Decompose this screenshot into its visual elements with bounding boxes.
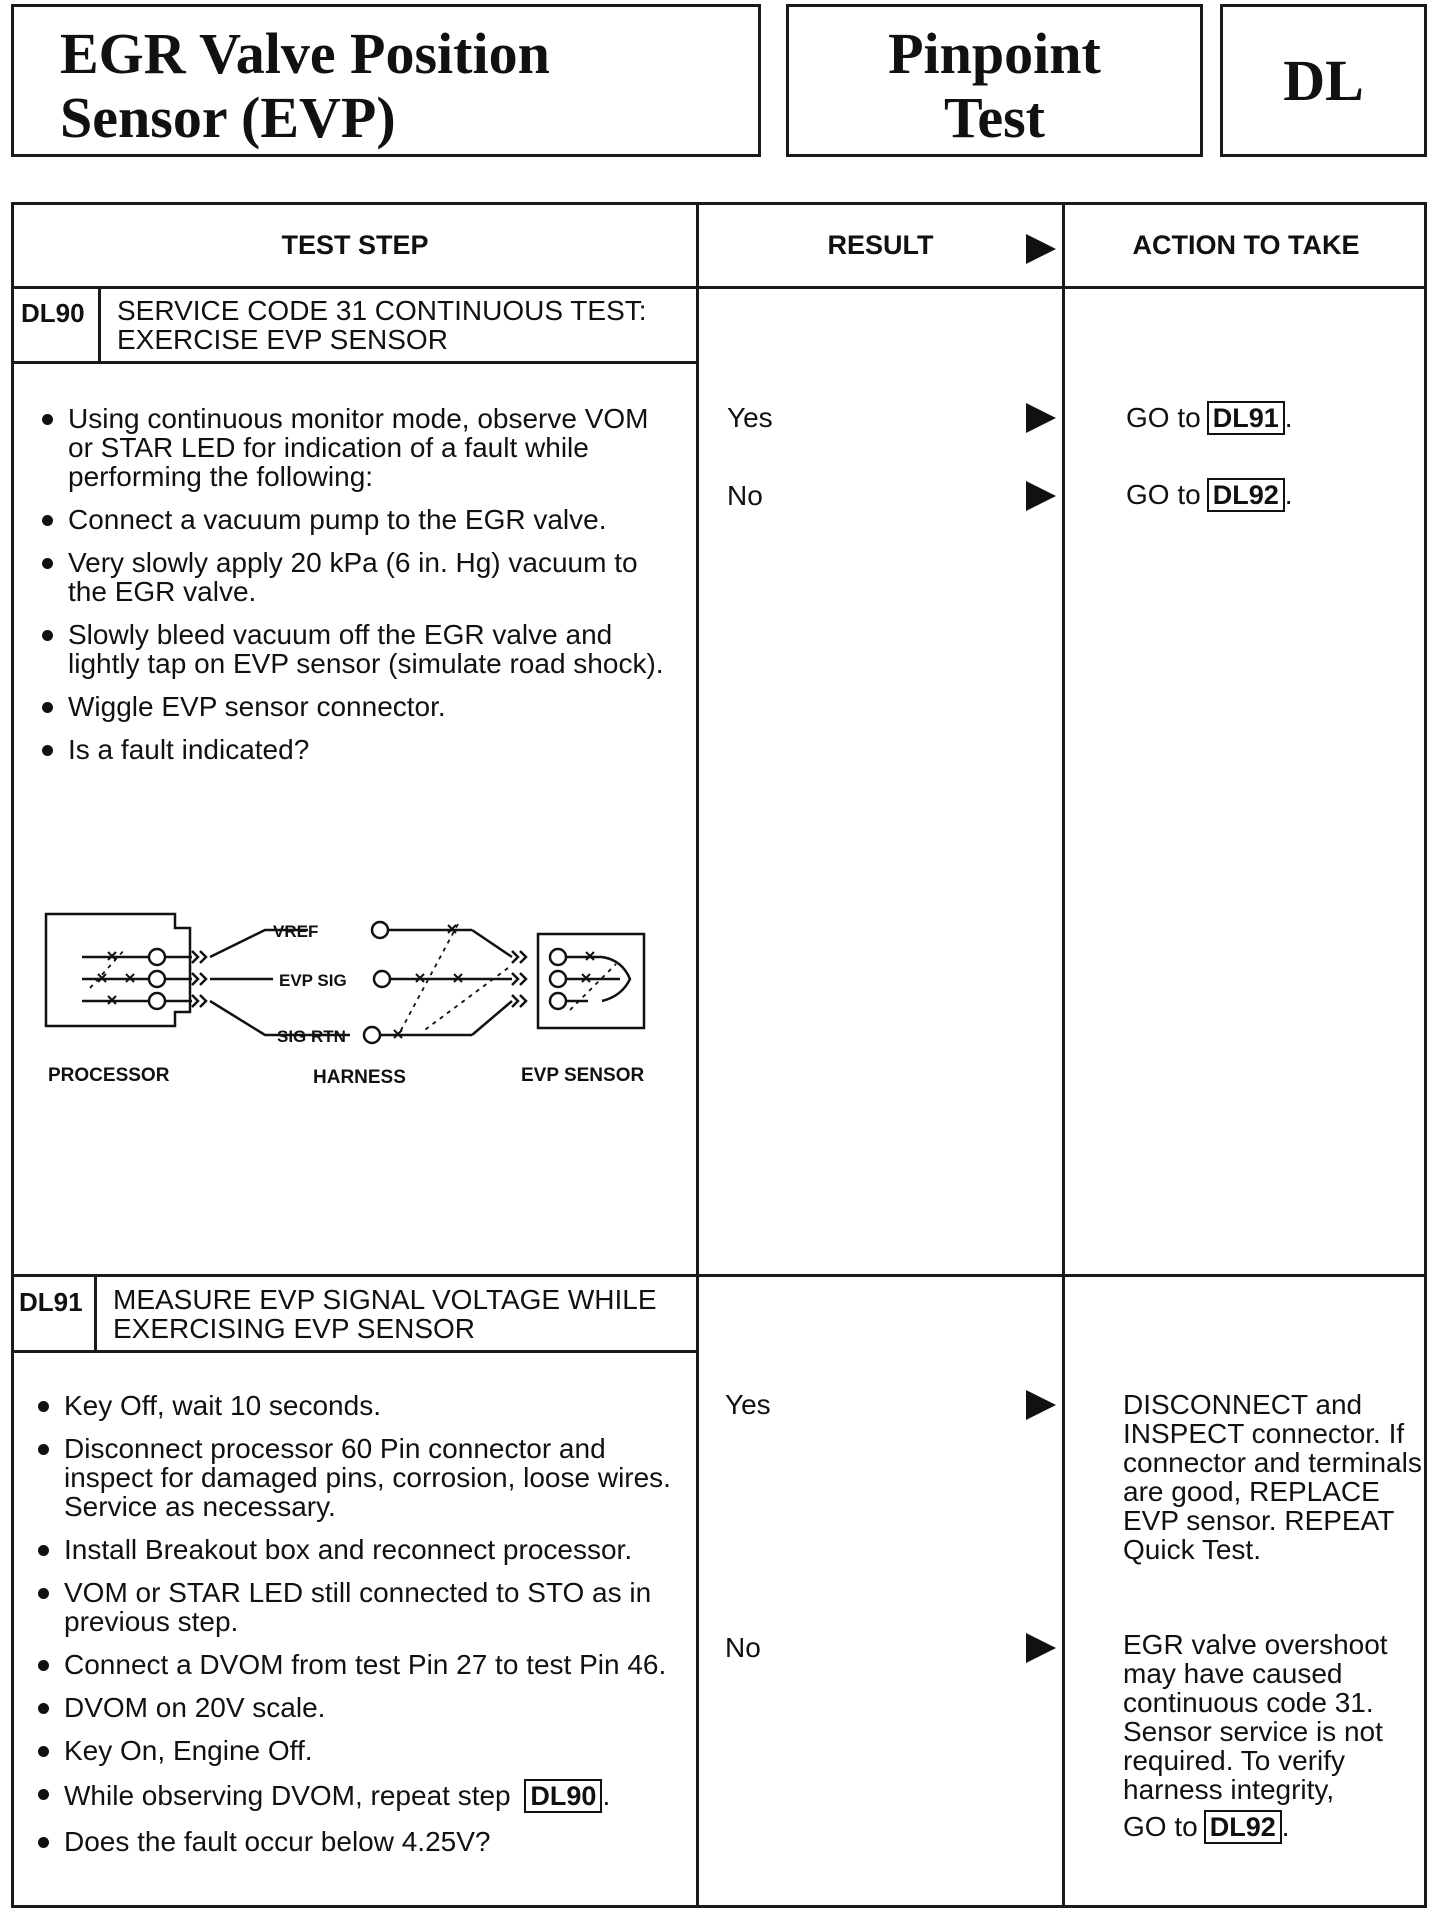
column-divider-1 — [696, 202, 699, 1908]
title-box — [11, 4, 761, 157]
bullet-icon — [38, 1588, 49, 1599]
step-ref-dl90[interactable]: DL90 — [524, 1779, 602, 1813]
action-dl91-yes: DISCONNECT and INSPECT connector. If connector and terminals are good, REPLACE EVP sensor. REPEAT Quick Test. — [1123, 1389, 1422, 1565]
step-dl91-bullets — [26, 1391, 681, 1870]
list-item: Is a fault indicated? — [30, 735, 680, 764]
list-item: Key On, Engine Off. — [26, 1736, 681, 1765]
result-arrow-icon — [1026, 403, 1056, 433]
bullet-icon — [38, 1444, 49, 1455]
step-ref-dl91[interactable]: DL91 — [1207, 401, 1285, 435]
list-item: DVOM on 20V scale. — [26, 1693, 681, 1722]
caption-harness: HARNESS — [313, 1067, 406, 1088]
step-title-dl91-line1: MEASURE EVP SIGNAL VOLTAGE WHILE — [113, 1284, 657, 1315]
action-dl90-no: GO to DL92 . — [1126, 479, 1293, 510]
step-dl91-title-box — [11, 1277, 699, 1353]
step-title-dl90-line1: SERVICE CODE 31 CONTINUOUS TEST: — [117, 295, 647, 326]
wire-label-vref: VREF — [273, 922, 319, 941]
list-item: Connect a DVOM from test Pin 27 to test Pin 46. — [26, 1650, 681, 1679]
bullet-icon — [42, 630, 53, 641]
result-arrow-icon — [1026, 1390, 1056, 1420]
list-item: Using continuous monitor mode, observe VOM or STAR LED for indication of a fault while performing the following: — [30, 404, 680, 491]
code-box — [1220, 4, 1427, 157]
bullet-icon — [38, 1789, 49, 1800]
caption-processor: PROCESSOR — [48, 1065, 170, 1086]
column-header-result: RESULT — [827, 230, 934, 260]
result-dl91-no: No — [725, 1632, 761, 1663]
step-id-dl91: DL91 — [19, 1287, 83, 1317]
bullet-icon — [42, 558, 53, 569]
step-id-dl90: DL90 — [21, 298, 85, 328]
action-dl90-yes: GO to DL91 . — [1126, 402, 1293, 433]
column-header-test-step: TEST STEP — [281, 230, 429, 260]
result-arrow-icon — [1026, 234, 1056, 264]
bullet-icon — [38, 1703, 49, 1714]
result-dl90-yes: Yes — [727, 402, 773, 433]
test-type-line1: Pinpoint — [888, 21, 1101, 86]
wire-label-evp-sig: EVP SIG — [279, 971, 347, 990]
step-id-divider — [94, 1277, 97, 1350]
step-ref-dl92[interactable]: DL92 — [1207, 478, 1285, 512]
page-title-line1: EGR Valve Position — [60, 21, 550, 86]
bullet-icon — [42, 745, 53, 756]
test-type-line2: Test — [944, 85, 1045, 150]
step-dl90-title-box — [11, 286, 699, 364]
step-id-divider — [98, 286, 101, 361]
list-item: While observing DVOM, repeat step DL90 . — [26, 1779, 681, 1813]
page-title-line2: Sensor (EVP) — [60, 85, 396, 150]
bullet-icon — [42, 515, 53, 526]
caption-evp-sensor: EVP SENSOR — [521, 1065, 645, 1086]
test-code: DL — [1283, 48, 1364, 113]
test-type-box — [786, 4, 1203, 157]
bullet-icon — [38, 1746, 49, 1757]
column-divider-2 — [1062, 202, 1065, 1908]
bullet-icon — [42, 414, 53, 425]
result-dl91-yes: Yes — [725, 1389, 771, 1420]
bullet-icon — [38, 1401, 49, 1412]
wire-label-sig-rtn: SIG RTN — [277, 1027, 346, 1046]
bullet-icon — [42, 702, 53, 713]
evp-wiring-diagram — [30, 900, 670, 1100]
list-item: Key Off, wait 10 seconds. — [26, 1391, 681, 1420]
list-item: VOM or STAR LED still connected to STO as in previous step. — [26, 1578, 681, 1636]
bullet-icon — [38, 1545, 49, 1556]
result-dl90-no: No — [727, 480, 763, 511]
list-item: Connect a vacuum pump to the EGR valve. — [30, 505, 680, 534]
result-arrow-icon — [1026, 1633, 1056, 1663]
bullet-icon — [38, 1837, 49, 1848]
step-dl90-bullets — [30, 404, 680, 778]
column-header-action: ACTION TO TAKE — [1132, 230, 1360, 260]
step-title-dl91-line2: EXERCISING EVP SENSOR — [113, 1313, 476, 1344]
list-item: Slowly bleed vacuum off the EGR valve and lightly tap on EVP sensor (simulate road shock). — [30, 620, 680, 678]
result-arrow-icon — [1026, 481, 1056, 511]
list-item: Very slowly apply 20 kPa (6 in. Hg) vacuum to the EGR valve. — [30, 548, 680, 606]
step-title-dl90-line2: EXERCISE EVP SENSOR — [117, 324, 448, 355]
action-dl91-no: EGR valve overshoot may have caused continuous code 31. Sensor service is not required. To verify harness integrity, GO to DL92 . — [1123, 1629, 1388, 1842]
step-ref-dl92[interactable]: DL92 — [1204, 1810, 1282, 1844]
list-item: Disconnect processor 60 Pin connector and inspect for damaged pins, corrosion, loose wires. Service as necessary. — [26, 1434, 681, 1521]
bullet-icon — [38, 1660, 49, 1671]
list-item: Wiggle EVP sensor connector. — [30, 692, 680, 721]
list-item: Does the fault occur below 4.25V? — [26, 1827, 681, 1856]
list-item: Install Breakout box and reconnect processor. — [26, 1535, 681, 1564]
